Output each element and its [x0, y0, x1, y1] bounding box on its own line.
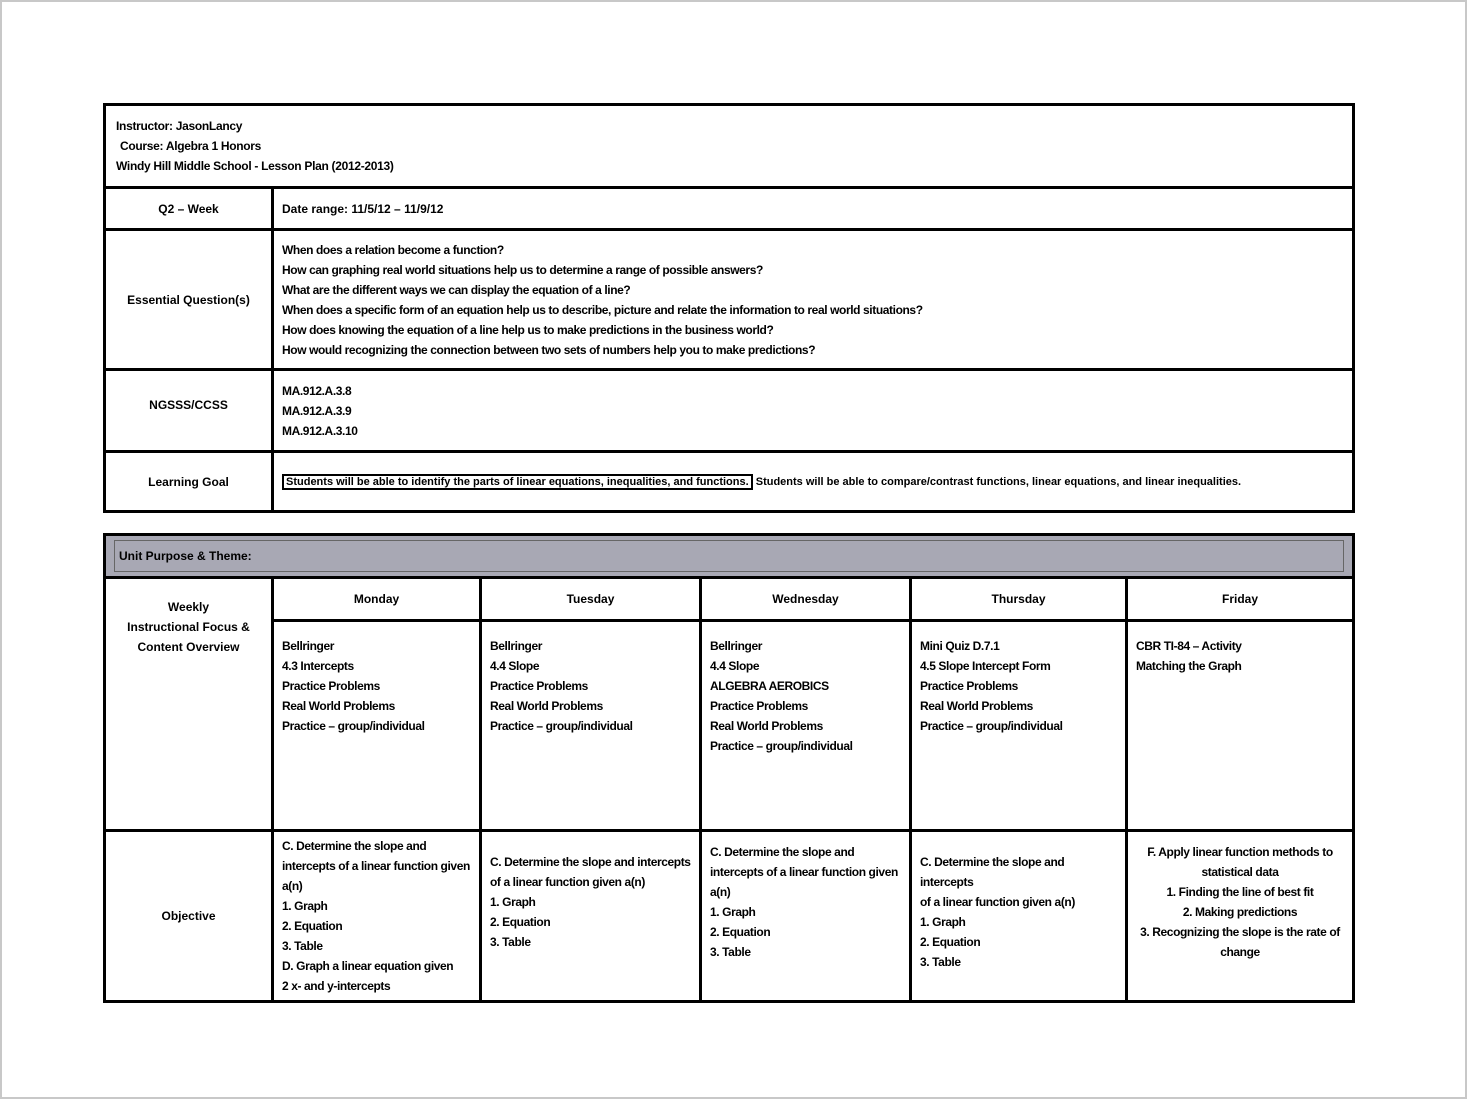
objective-thursday — [911, 831, 1127, 1002]
focus-item: Practice – group/individual — [490, 719, 633, 733]
focus-item: Practice Problems — [282, 679, 380, 693]
objective-line: C. Determine the slope and intercepts — [920, 855, 1065, 889]
focus-monday — [273, 621, 481, 831]
objective-line: C. Determine the slope and intercepts — [490, 855, 691, 869]
objective-line: of a linear function given a(n) — [920, 895, 1075, 909]
focus-item: Practice – group/individual — [282, 719, 425, 733]
focus-item: ALGEBRA AEROBICS — [710, 679, 829, 693]
focus-item: CBR TI-84 – Activity — [1136, 639, 1242, 653]
focus-item: Real World Problems — [490, 699, 603, 713]
focus-item: Bellringer — [710, 639, 763, 653]
weekly-focus-label — [105, 578, 273, 831]
objective-line: D. Graph a linear equation given — [282, 959, 454, 973]
objective-line: change — [1220, 945, 1260, 959]
day-header-thursday: Thursday — [911, 578, 1127, 621]
essential-question: When does a relation become a function? — [282, 242, 504, 257]
objective-line: 2 x- and y-intercepts — [282, 979, 391, 993]
school-line: Windy Hill Middle School - Lesson Plan (2012-2013) — [116, 159, 394, 173]
objective-line: a(n) — [710, 885, 731, 899]
objective-line: F. Apply linear function methods to — [1147, 845, 1333, 859]
focus-item: Practice Problems — [710, 699, 808, 713]
objective-line: 1. Graph — [710, 905, 756, 919]
focus-item: 4.4 Slope — [710, 659, 760, 673]
focus-item: Practice – group/individual — [920, 719, 1063, 733]
weekly-focus-label-line: Instructional Focus & — [127, 620, 250, 634]
focus-wednesday — [701, 621, 911, 831]
learning-goal-boxed: Students will be able to identify the parts of linear equations, inequalities, and functions. — [282, 474, 753, 490]
day-header-tuesday: Tuesday — [481, 578, 701, 621]
objective-line: 3. Recognizing the slope is the rate of — [1140, 925, 1340, 939]
week-label: Q2 – Week — [105, 188, 273, 230]
day-header-wednesday: Wednesday — [701, 578, 911, 621]
instructor-line: Instructor: JasonLancy — [116, 119, 243, 133]
objective-line: 3. Table — [490, 935, 531, 949]
objective-wednesday — [701, 831, 911, 1002]
standard-code: MA.912.A.3.9 — [282, 403, 352, 418]
focus-item: Practice Problems — [490, 679, 588, 693]
essential-questions-label: Essential Question(s) — [105, 230, 273, 370]
objective-friday — [1127, 831, 1354, 1002]
standard-code: MA.912.A.3.8 — [282, 383, 352, 398]
learning-goal-label: Learning Goal — [105, 452, 273, 512]
essential-question: How can graphing real world situations help us to determine a range of possible answers? — [282, 262, 763, 277]
objective-line: 2. Making predictions — [1182, 905, 1298, 919]
focus-item: Real World Problems — [710, 719, 823, 733]
standard-code: MA.912.A.3.10 — [282, 423, 358, 438]
objective-line: 3. Table — [710, 945, 751, 959]
objective-line: intercepts of a linear function given — [282, 859, 470, 873]
focus-item: Real World Problems — [282, 699, 395, 713]
weekly-focus-label-line: Content Overview — [137, 640, 240, 654]
objective-line: 1. Finding the line of best fit — [1166, 885, 1314, 899]
objective-line: 2. Equation — [920, 935, 981, 949]
focus-item: Practice – group/individual — [710, 739, 853, 753]
weekly-plan-table — [103, 533, 1355, 1003]
header-block — [105, 105, 1354, 188]
essential-question: How would recognizing the connection between two sets of numbers help you to make predictions? — [282, 342, 816, 357]
objective-tuesday — [481, 831, 701, 1002]
objective-line: 2. Equation — [490, 915, 551, 929]
objective-line: 1. Graph — [920, 915, 966, 929]
weekly-focus-label-line: Weekly — [167, 600, 210, 614]
objective-line: 3. Table — [282, 939, 323, 953]
focus-tuesday — [481, 621, 701, 831]
learning-goal — [273, 452, 1354, 512]
objective-label: Objective — [105, 831, 273, 1002]
standards-label: NGSSS/CCSS — [105, 370, 273, 452]
learning-goal-text: Students will be able to compare/contrast functions, linear equations, and linear inequalities. — [752, 475, 1242, 488]
objective-line: intercepts of a linear function given — [710, 865, 898, 879]
unit-purpose-bar — [105, 535, 1354, 578]
essential-question: How does knowing the equation of a line help us to make predictions in the business world? — [282, 322, 774, 337]
objective-line: 2. Equation — [710, 925, 771, 939]
objective-line: of a linear function given a(n) — [490, 875, 645, 889]
objective-line: 2. Equation — [282, 919, 343, 933]
essential-question: What are the different ways we can display the equation of a line? — [282, 282, 631, 297]
focus-item: Real World Problems — [920, 699, 1033, 713]
objective-monday — [273, 831, 481, 1002]
essential-question: When does a specific form of an equation help us to describe, picture and relate the information to real world situations? — [282, 302, 923, 317]
focus-item: Mini Quiz D.7.1 — [920, 639, 1000, 653]
objective-line: a(n) — [282, 879, 303, 893]
focus-item: Bellringer — [490, 639, 543, 653]
focus-item: Practice Problems — [920, 679, 1018, 693]
standards — [273, 370, 1354, 452]
day-header-friday: Friday — [1127, 578, 1354, 621]
objective-line: statistical data — [1201, 865, 1279, 879]
objective-line: C. Determine the slope and — [710, 845, 855, 859]
objective-line: 3. Table — [920, 955, 961, 969]
objective-line: 1. Graph — [282, 899, 328, 913]
focus-friday — [1127, 621, 1354, 831]
focus-item: 4.5 Slope Intercept Form — [920, 659, 1051, 673]
day-header-monday: Monday — [273, 578, 481, 621]
objective-line: 1. Graph — [490, 895, 536, 909]
focus-item: 4.4 Slope — [490, 659, 540, 673]
unit-purpose-title: Unit Purpose & Theme: — [114, 540, 1344, 572]
focus-item: Bellringer — [282, 639, 335, 653]
essential-questions — [273, 230, 1354, 370]
lesson-header-table — [103, 103, 1355, 513]
focus-item: Matching the Graph — [1136, 659, 1242, 673]
focus-item: 4.3 Intercepts — [282, 659, 354, 673]
objective-line: C. Determine the slope and — [282, 839, 427, 853]
course-line: Course: Algebra 1 Honors — [120, 139, 262, 153]
focus-thursday — [911, 621, 1127, 831]
date-range: Date range: 11/5/12 – 11/9/12 — [273, 188, 1354, 230]
